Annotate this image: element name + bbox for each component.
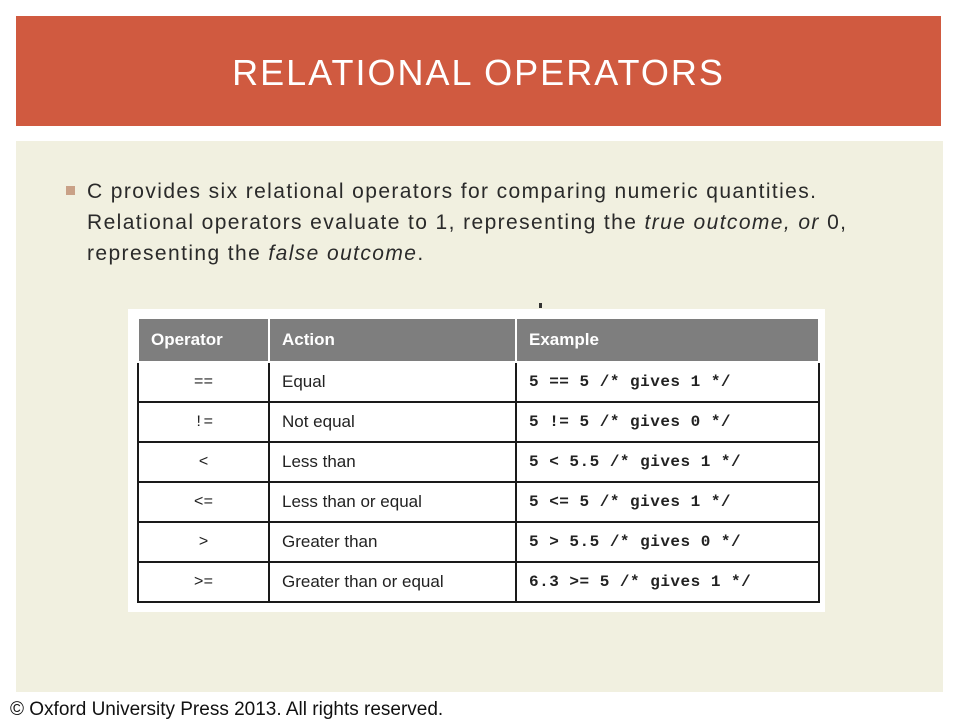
bullet-text-part1: C provides six relational operators for comparing numeric quantities. Relational operators evaluate to 1, representing the [87, 180, 818, 234]
example-cell: 5 > 5.5 /* gives 0 */ [516, 522, 819, 562]
bullet-item [66, 176, 896, 269]
operator-cell: >= [138, 562, 269, 602]
bullet-text-italic2: false outcome [268, 242, 418, 265]
table-row [138, 362, 819, 402]
bullet-text [87, 176, 896, 269]
table-row [138, 482, 819, 522]
operators-table [137, 317, 820, 603]
header-operator: Operator [138, 318, 269, 362]
copyright-footer: © Oxford University Press 2013. All rights reserved. [10, 699, 444, 720]
header-action: Action [269, 318, 516, 362]
example-cell: 5 < 5.5 /* gives 1 */ [516, 442, 819, 482]
operator-cell: < [138, 442, 269, 482]
action-cell: Greater than [269, 522, 516, 562]
action-cell: Greater than or equal [269, 562, 516, 602]
title-bar [16, 16, 941, 126]
example-cell: 6.3 >= 5 /* gives 1 */ [516, 562, 819, 602]
example-cell: 5 == 5 /* gives 1 */ [516, 362, 819, 402]
operators-table-image [128, 309, 825, 612]
example-cell: 5 != 5 /* gives 0 */ [516, 402, 819, 442]
action-cell: Equal [269, 362, 516, 402]
operator-cell: > [138, 522, 269, 562]
action-cell: Less than [269, 442, 516, 482]
action-cell: Not equal [269, 402, 516, 442]
example-cell: 5 <= 5 /* gives 1 */ [516, 482, 819, 522]
table-row [138, 562, 819, 602]
bullet-square-icon [66, 186, 75, 195]
table-row [138, 402, 819, 442]
operator-cell: <= [138, 482, 269, 522]
table-row [138, 442, 819, 482]
bullet-text-italic1: true outcome, or [644, 211, 820, 234]
bullet-text-part2: 0, representing the [87, 211, 848, 265]
bullet-text-part3: . [417, 242, 425, 265]
table-row [138, 522, 819, 562]
slide-title: RELATIONAL OPERATORS [232, 52, 725, 93]
table-header-row [138, 318, 819, 362]
header-example: Example [516, 318, 819, 362]
operator-cell: != [138, 402, 269, 442]
operator-cell: == [138, 362, 269, 402]
stray-mark [539, 303, 542, 308]
action-cell: Less than or equal [269, 482, 516, 522]
